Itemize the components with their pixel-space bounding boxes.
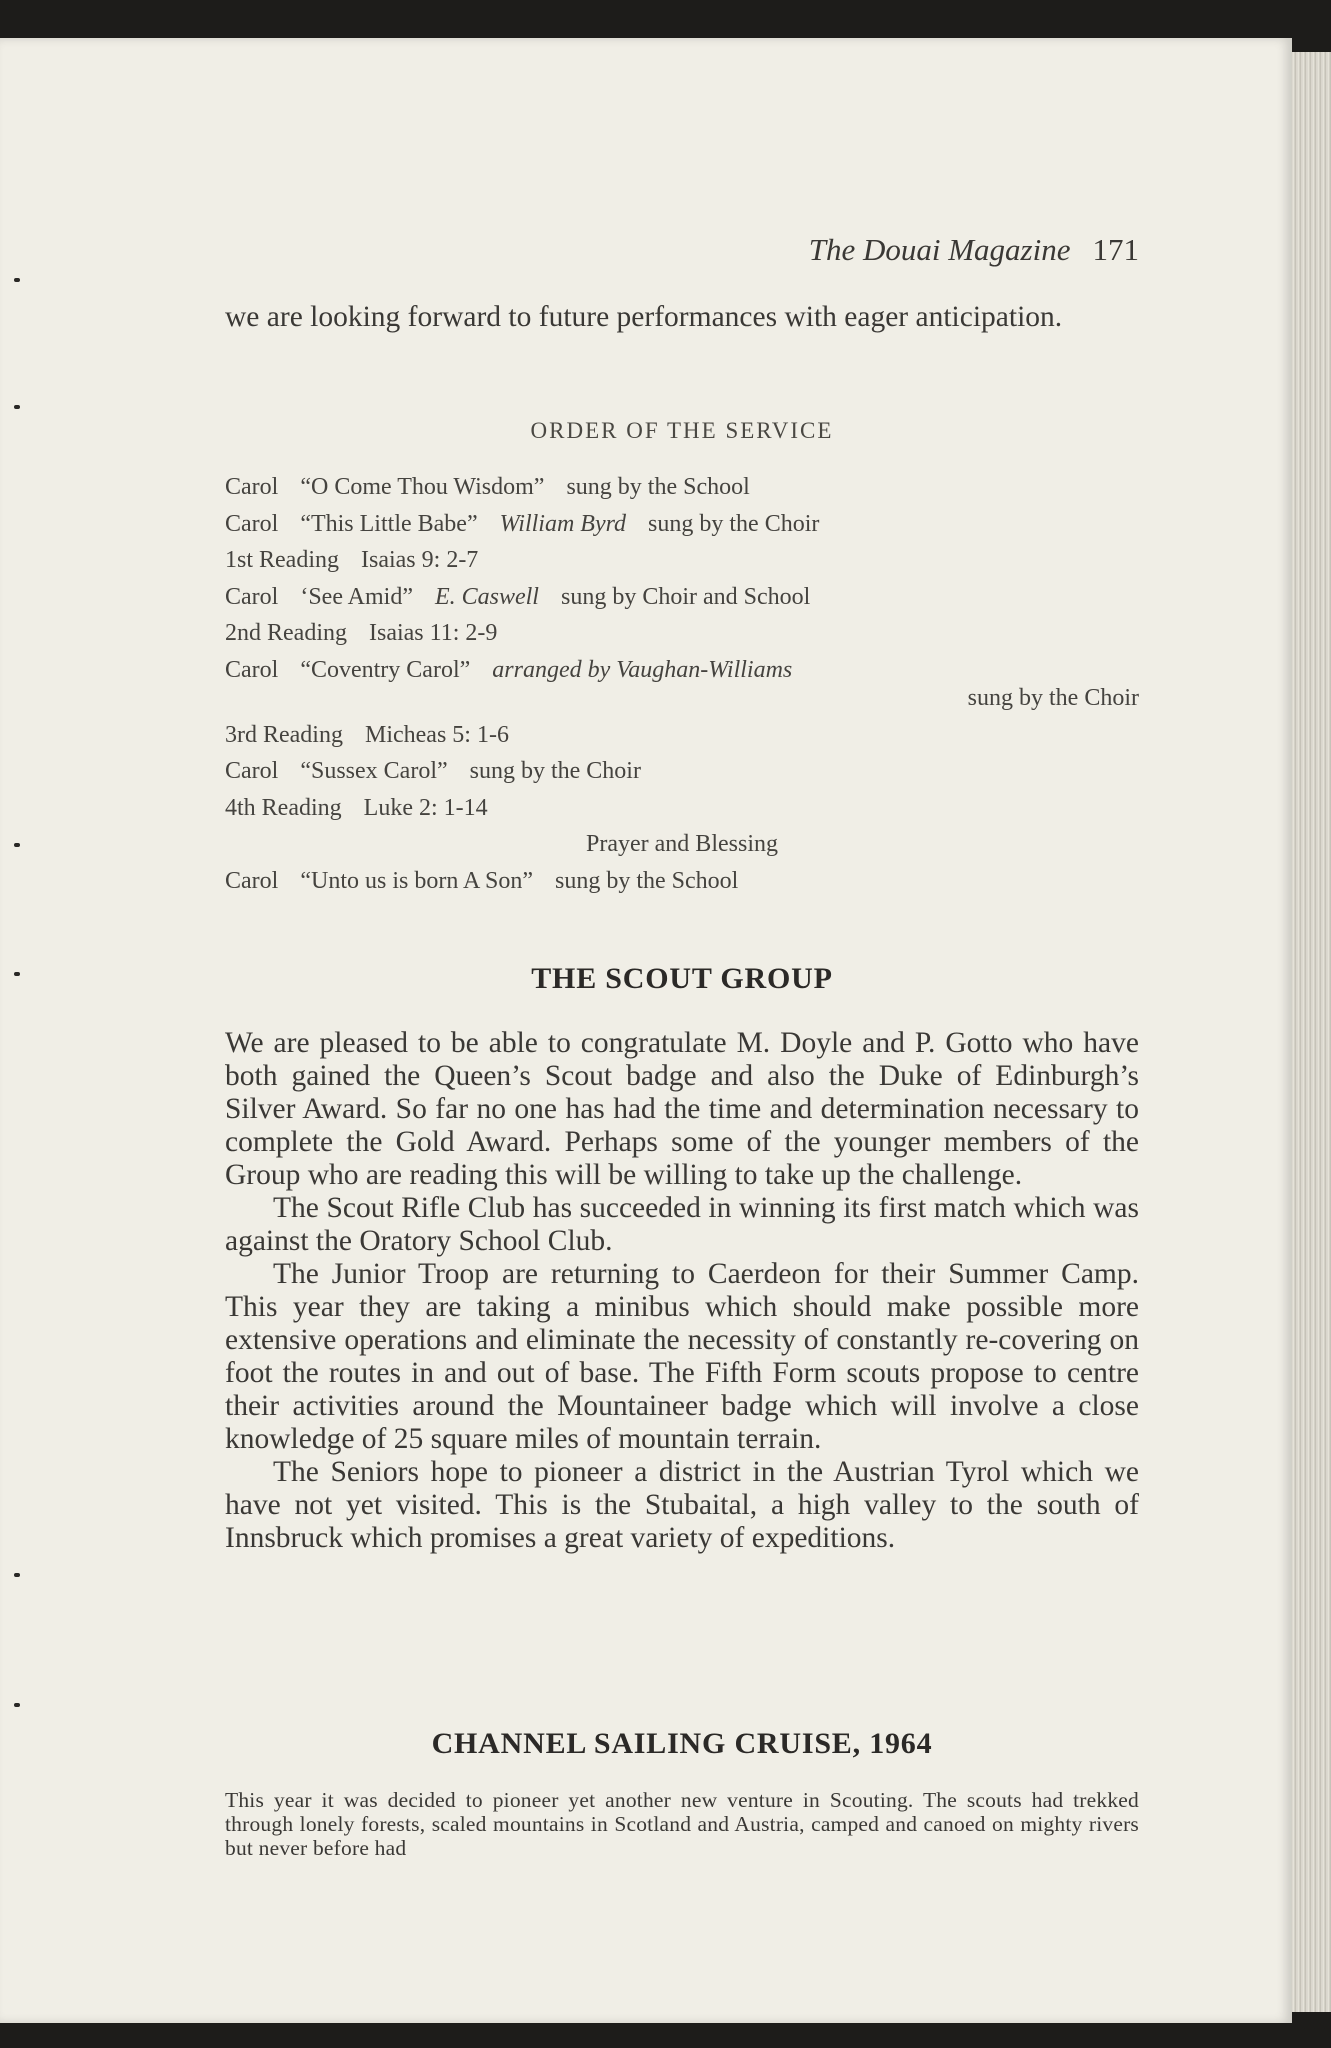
service-line bbox=[225, 722, 1139, 749]
service-item: 1st Reading bbox=[225, 547, 339, 573]
service-performer: sung by the School bbox=[555, 868, 739, 894]
intro-text bbox=[225, 301, 1139, 334]
scout-article bbox=[225, 1027, 1139, 1555]
service-scripture: Micheas 5: 1-6 bbox=[364, 722, 509, 748]
service-composer: William Byrd bbox=[499, 511, 627, 537]
service-piece: “O Come Thou Wisdom” bbox=[300, 474, 545, 500]
service-line bbox=[225, 511, 1139, 538]
service-item: 2nd Reading bbox=[225, 620, 347, 646]
service-performer: sung by the Choir bbox=[469, 758, 641, 784]
section-heading: CHANNEL SAILING CRUISE, 1964 bbox=[431, 1727, 933, 1760]
service-title: ORDER OF THE SERVICE bbox=[530, 418, 834, 443]
service-piece: “This Little Babe” bbox=[300, 511, 478, 537]
binding-mark bbox=[14, 843, 20, 847]
service-line bbox=[225, 547, 1139, 574]
paragraph: We are pleased to be able to congratulate M. Doyle and P. Gotto who have both gained the Queen’s Scout badge and also the Duke of Edinburgh’s Silver Award. So far no one has had the time and determination necessary to complete the Gold Award. Perhaps some of the younger members of the Group who are reading this will be willing to take up the challenge. bbox=[225, 1027, 1139, 1191]
binding-mark bbox=[14, 405, 20, 409]
binding-mark bbox=[14, 1573, 20, 1577]
sailing-article bbox=[225, 1788, 1139, 1860]
paragraph: This year it was decided to pioneer yet another new venture in Scouting. The scouts had trekked through lonely forests, scaled mountains in Scotland and Austria, camped and canoed on mighty rivers but never before had bbox=[225, 1788, 1139, 1860]
service-performer: sung by Choir and School bbox=[560, 584, 811, 610]
intro-paragraph: we are looking forward to future performances with eager anticipation. bbox=[225, 301, 1063, 333]
page-edge-stack bbox=[1292, 52, 1331, 2012]
service-line bbox=[225, 474, 1139, 501]
service-piece: “Unto us is born A Son” bbox=[300, 868, 534, 894]
service-line bbox=[225, 657, 1139, 684]
service-item: Carol bbox=[225, 868, 279, 894]
service-composer: E. Caswell bbox=[434, 584, 539, 610]
service-item: Carol bbox=[225, 511, 279, 537]
running-head bbox=[809, 232, 1139, 268]
service-line bbox=[225, 758, 1139, 785]
service-line bbox=[225, 795, 1139, 822]
service-scripture: Isaias 11: 2-9 bbox=[368, 620, 498, 646]
binding-mark bbox=[14, 972, 20, 976]
service-item: 3rd Reading bbox=[225, 722, 343, 748]
service-item: Carol bbox=[225, 657, 279, 683]
service-piece: “Coventry Carol” bbox=[300, 657, 471, 683]
service-scripture: Luke 2: 1-14 bbox=[363, 795, 488, 821]
service-item: Carol bbox=[225, 758, 279, 784]
page-number: 171 bbox=[1092, 232, 1139, 267]
service-line: sung by the Choir bbox=[967, 685, 1139, 711]
service-item: 4th Reading bbox=[225, 795, 342, 821]
binding-mark bbox=[14, 1703, 20, 1707]
service-scripture: Isaias 9: 2-7 bbox=[361, 547, 479, 573]
service-line bbox=[225, 620, 1139, 647]
service-line: Prayer and Blessing bbox=[586, 831, 778, 857]
magazine-title: The Douai Magazine bbox=[808, 232, 1071, 267]
service-item: Carol bbox=[225, 584, 279, 610]
service-line bbox=[225, 868, 1139, 895]
service-line bbox=[225, 584, 1139, 611]
binding-mark bbox=[14, 278, 20, 282]
service-piece: “Sussex Carol” bbox=[300, 758, 448, 784]
paragraph: The Seniors hope to pioneer a district in the Austrian Tyrol which we have not yet visited. This is the Stubaital, a high valley to the south of Innsbruck which promises a great variety of expeditions. bbox=[225, 1456, 1139, 1554]
service-composer: arranged by Vaughan-Williams bbox=[492, 657, 793, 683]
service-performer: sung by the Choir bbox=[648, 511, 820, 537]
section-heading: THE SCOUT GROUP bbox=[531, 962, 833, 995]
service-performer: sung by the School bbox=[566, 474, 750, 500]
paragraph: The Scout Rifle Club has succeeded in winning its first match which was against the Oratory School Club. bbox=[225, 1192, 1139, 1257]
service-item: Carol bbox=[225, 474, 279, 500]
service-piece: ‘See Amid” bbox=[300, 584, 413, 610]
paragraph: The Junior Troop are returning to Caerdeon for their Summer Camp. This year they are taking a minibus which should make possible more extensive operations and eliminate the necessity of constantly re-covering on foot the routes in and out of base. The Fifth Form scouts propose to centre their activities around the Mountaineer badge which will involve a close knowledge of 25 square miles of mountain terrain. bbox=[225, 1258, 1139, 1455]
